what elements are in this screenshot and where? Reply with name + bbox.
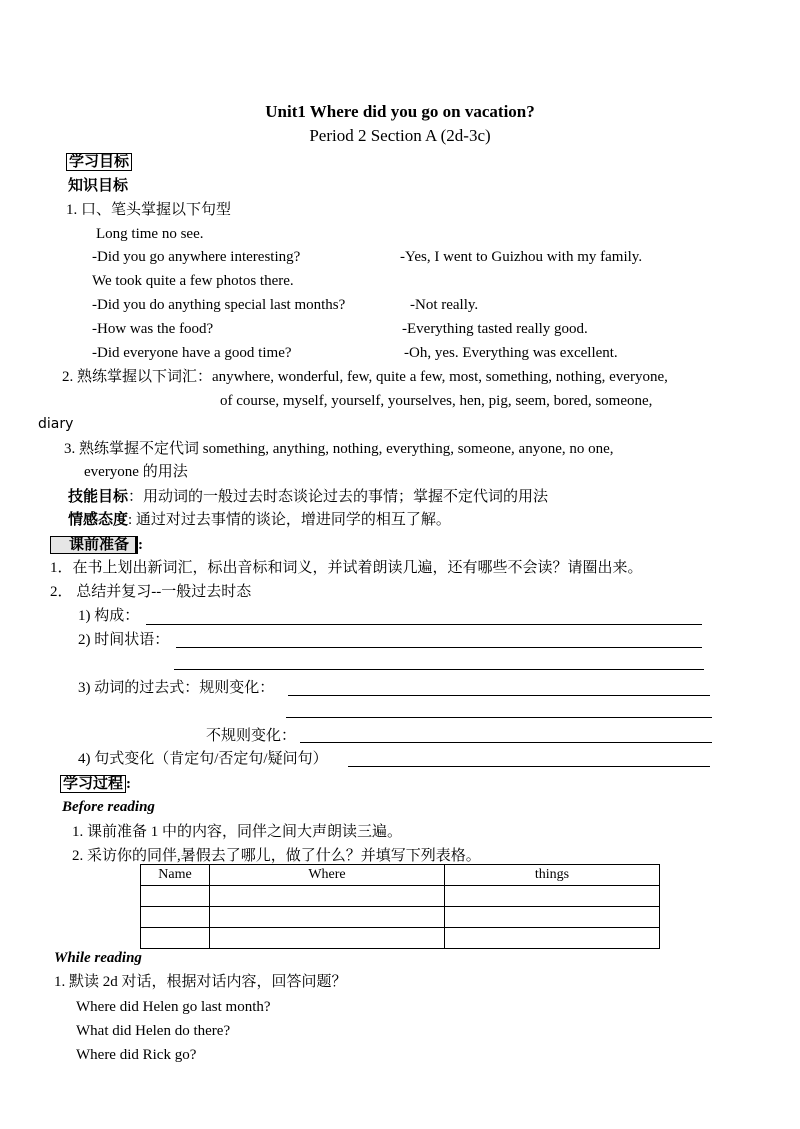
table-cell[interactable] [141, 886, 210, 907]
knowledge-goals-heading: 知识目标 [68, 178, 129, 194]
while-reading-heading: While reading [54, 950, 142, 966]
before-reading-item: 2. 采访你的同伴,暑假去了哪儿，做了什么？并填写下列表格。 [72, 848, 481, 864]
document-subtitle: Period 2 Section A (2d-3c) [309, 126, 491, 145]
table-row [141, 886, 660, 907]
answer-blank[interactable] [174, 669, 704, 670]
table-row [141, 865, 660, 886]
table-cell[interactable] [210, 886, 445, 907]
goal-item-2-line: diary [38, 416, 74, 432]
answer-blank[interactable] [300, 742, 712, 743]
prep-sub-regular-past: 3) 动词的过去式：规则变化： [78, 680, 275, 696]
goals-heading: 学习目标 [66, 153, 132, 171]
sentence-line: Long time no see. [96, 226, 204, 242]
process-heading: 学习过程 [60, 775, 126, 793]
sentence-line: -Everything tasted really good. [402, 321, 588, 337]
table-cell[interactable] [445, 907, 660, 928]
prep-sub-irregular-past: 不规则变化： [206, 728, 297, 744]
answer-blank[interactable] [146, 624, 702, 625]
table-header-cell: things [445, 865, 660, 886]
table-cell[interactable] [445, 886, 660, 907]
sentence-line: -Did everyone have a good time? [92, 345, 292, 361]
sentence-line: -Oh, yes. Everything was excellent. [404, 345, 618, 361]
table-header-cell: Where [210, 865, 445, 886]
sentence-line: -Not really. [410, 297, 479, 313]
table-row [141, 928, 660, 949]
goal-item-3-line: everyone 的用法 [84, 464, 188, 480]
question-line: Where did Helen go last month? [76, 999, 271, 1015]
prep-sub-structure: 1) 构成： [78, 608, 140, 624]
sentence-line: -How was the food? [92, 321, 214, 337]
question-line: Where did Rick go? [76, 1047, 197, 1063]
prep-heading-colon: : [138, 537, 144, 553]
prep-item-1: 1．在书上划出新词汇，标出音标和词义，并试着朗读几遍，还有哪些不会读？请圈出来。 [50, 560, 643, 576]
sentence-line: -Did you do anything special last months? [92, 297, 346, 313]
table-row [141, 907, 660, 928]
before-reading-item: 1. 课前准备 1 中的内容，同伴之间大声朗读三遍。 [72, 824, 403, 840]
table-cell[interactable] [445, 928, 660, 949]
table-header-cell: Name [141, 865, 210, 886]
answer-blank[interactable] [288, 695, 710, 696]
goal-item-2-line: 2. 熟练掌握以下词汇：anywhere, wonderful, few, quite a few, most, something, nothing, everyone, [62, 369, 668, 385]
document-title: Unit1 Where did you go on vacation? [265, 102, 535, 121]
question-line: What did Helen do there? [76, 1023, 231, 1039]
sentence-line: We took quite a few photos there. [92, 273, 294, 289]
prep-item-2: 2． 总结并复习--一般过去时态 [50, 584, 252, 600]
emotion-goals-text: : 通过对过去事情的谈论，增进同学的相互了解。 [128, 512, 451, 528]
while-reading-item: 1. 默读 2d 对话，根据对话内容，回答问题？ [54, 974, 347, 990]
table-cell[interactable] [210, 928, 445, 949]
prep-sub-sentence-forms: 4) 句式变化（肯定句/否定句/疑问句） [78, 751, 328, 767]
goal-item-3-line: 3. 熟练掌握不定代词 something, anything, nothing, everything, someone, anyone, no one, [64, 441, 614, 457]
goal-item-1: 1. 口、笔头掌握以下句型 [66, 202, 232, 218]
table-cell[interactable] [210, 907, 445, 928]
skill-goals-text: ：用动词的一般过去时态谈论过去的事情；掌握不定代词的用法 [128, 489, 549, 505]
sentence-line: -Did you go anywhere interesting? [92, 249, 301, 265]
answer-blank[interactable] [286, 717, 712, 718]
prep-heading: 课前准备 [50, 536, 138, 554]
goal-item-2-line: of course, myself, yourself, yourselves, hen, pig, seem, bored, someone, [220, 393, 653, 409]
skill-goals-label: 技能目标 [68, 489, 129, 505]
table-cell[interactable] [141, 928, 210, 949]
answer-blank[interactable] [176, 647, 702, 648]
table-cell[interactable] [141, 907, 210, 928]
sentence-line: -Yes, I went to Guizhou with my family. [400, 249, 643, 265]
process-heading-colon: : [126, 776, 132, 792]
interview-table [140, 864, 660, 949]
before-reading-heading: Before reading [62, 799, 155, 815]
prep-sub-time-adverbials: 2) 时间状语： [78, 632, 170, 648]
emotion-goals-label: 情感态度 [68, 512, 129, 528]
answer-blank[interactable] [348, 766, 710, 767]
